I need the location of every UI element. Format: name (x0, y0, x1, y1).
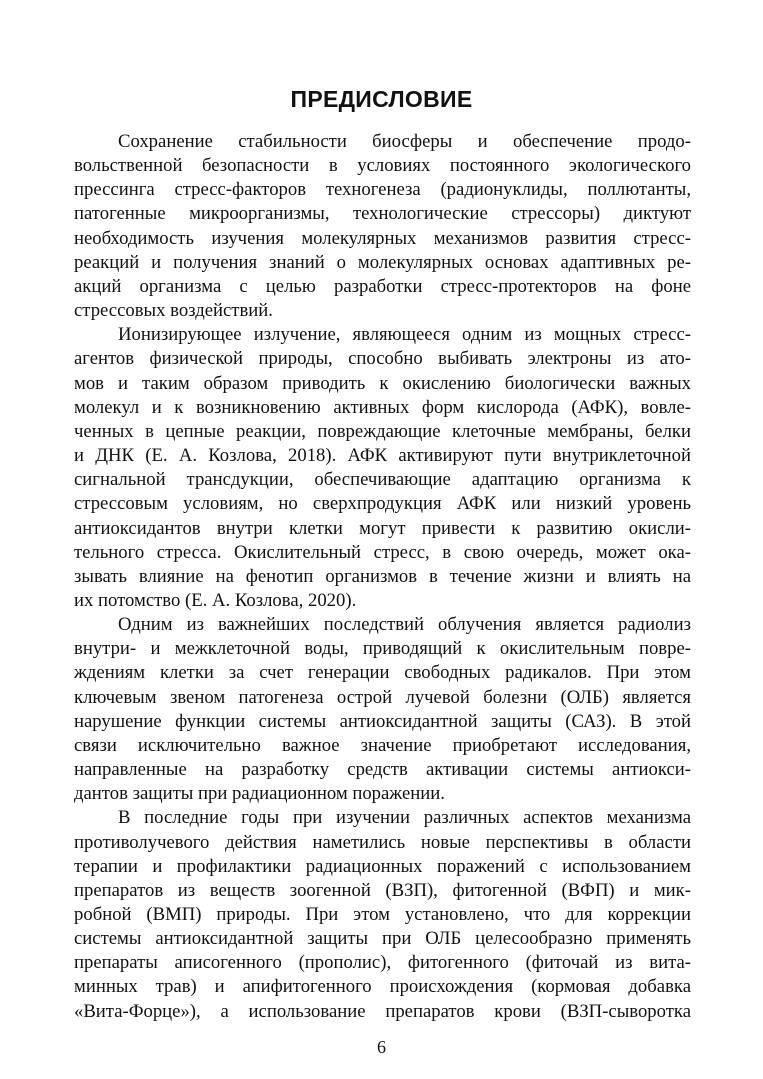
text-line: сигнальной трансдукции, обеспечивающие адаптацию организма к (74, 469, 691, 491)
text-line: стрессовых воздействий. (74, 300, 273, 322)
text-line: связи исключительно важное значение приобретают исследования, (74, 734, 691, 756)
paragraph (74, 323, 691, 613)
text-line: минных трав) и апифитогенного происхождения (кормовая добавка (74, 976, 691, 998)
text-line: В последние годы при изучении различных аспектов механизма (118, 807, 691, 829)
text-line: Сохранение стабильности биосферы и обеспечение продо- (118, 131, 691, 152)
text-line: необходимость изучения молекулярных механизмов развития стресс- (74, 227, 691, 249)
text-line: внутри- и межклеточной воды, приводящий к окислительным повре- (74, 638, 691, 660)
text-line: молекул и к возникновению активных форм кислорода (АФК), вовле- (74, 396, 691, 418)
text-line: тельного стресса. Окислительный стресс, в свою очередь, может ока- (74, 541, 691, 563)
text-line: вольственной безопасности в условиях постоянного экологического (74, 155, 691, 177)
text-line: противолучевого действия наметились новые перспективы в области (74, 831, 691, 853)
text-line: и ДНК (Е. А. Козлова, 2018). АФК активируют пути внутриклеточной (74, 445, 691, 467)
paragraph (74, 613, 691, 806)
body-text (74, 130, 691, 1024)
text-line: агентов физической природы, способно выбивать электроны из ато- (74, 348, 691, 370)
text-line: робной (ВМП) природы. При этом установлено, что для коррекции (74, 904, 691, 925)
text-line: ключевым звеном патогенеза острой лучевой болезни (ОЛБ) является (74, 686, 691, 708)
text-line: Одним из важнейших последствий облучения является радиолиз (118, 614, 691, 636)
text-line: стрессовым условиям, но сверхпродукция АФК или низкий уровень (74, 493, 691, 515)
text-line: акций организма с целью разработки стресс-протекторов на фоне (74, 275, 691, 297)
text-line: препаратов из веществ зоогенной (ВЗП), фитогенной (ВФП) и мик- (74, 879, 691, 901)
page-number: 6 (377, 1037, 386, 1057)
text-line: препараты аписогенного (прополис), фитогенного (фиточай из вита- (74, 952, 691, 974)
text-line: ждениям клетки за счет генерации свободных радикалов. При этом (74, 662, 691, 684)
text-line: направленные на разработку средств активации системы антиокси- (74, 759, 691, 781)
paragraph (74, 130, 691, 323)
text-line: нарушение функции системы антиоксидантной защиты (САЗ). В этой (74, 710, 691, 732)
text-line: их потомство (Е. А. Козлова, 2020). (74, 589, 357, 611)
text-line: системы антиоксидантной защиты при ОЛБ целесообразно применять (74, 928, 691, 950)
text-line: мов и таким образом приводить к окислению биологически важных (74, 372, 691, 394)
text-line: Ионизирующее излучение, являющееся одним из мощных стресс- (118, 324, 691, 346)
text-line: реакций и получения знаний о молекулярных основах адаптивных ре- (74, 251, 691, 273)
text-line: терапии и профилактики радиационных поражений с использованием (74, 855, 691, 877)
text-line: антиоксидантов внутри клетки могут привести к развитию окисли- (74, 517, 691, 539)
page-title: ПРЕДИСЛОВИЕ (290, 86, 473, 112)
text-line: патогенные микроорганизмы, технологические стрессоры) диктуют (74, 203, 691, 225)
text-line: ченных в цепные реакции, повреждающие клеточные мембраны, белки (74, 420, 691, 442)
text-line: прессинга стресс-факторов техногенеза (радионуклиды, поллютанты, (74, 179, 691, 201)
text-line: «Вита-Форце»), а использование препаратов крови (ВЗП-сыворотка (74, 1000, 691, 1022)
text-line: дантов защиты при радиационном поражении. (74, 783, 445, 805)
text-line: зывать влияние на фенотип организмов в течение жизни и влиять на (74, 565, 691, 587)
paragraph (74, 806, 691, 1023)
